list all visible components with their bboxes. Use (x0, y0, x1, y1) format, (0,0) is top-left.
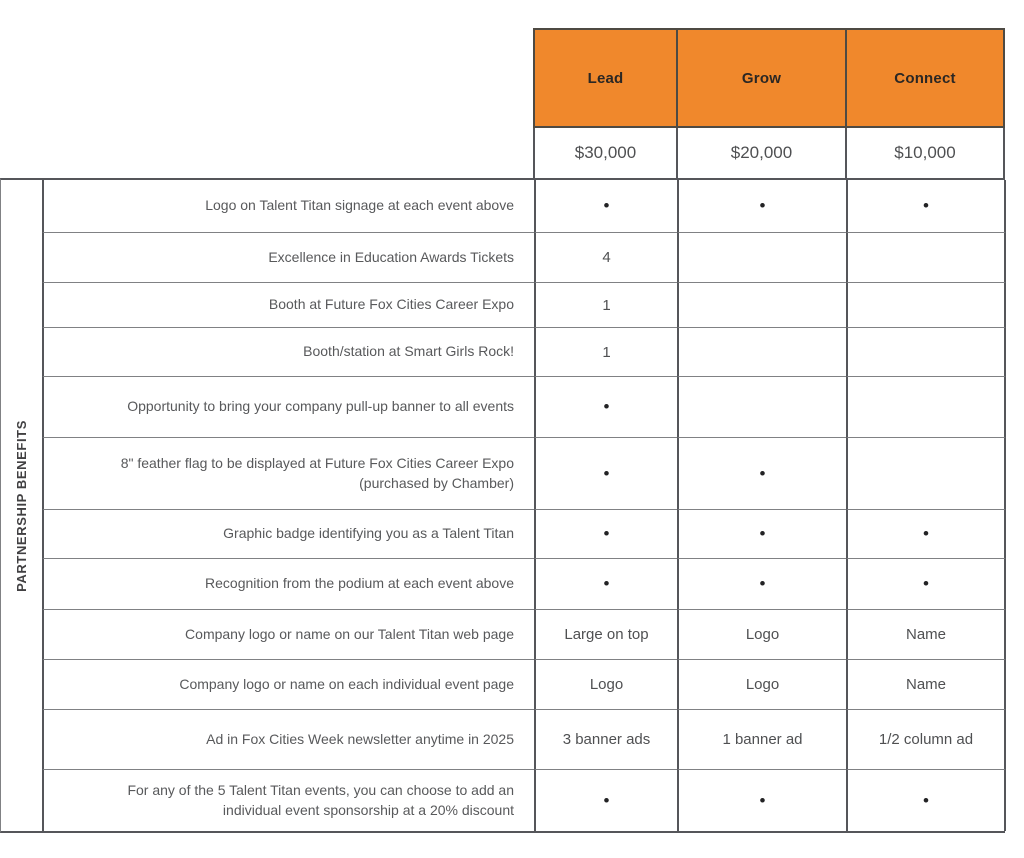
benefit-cell: Opportunity to bring your company pull-up banner to all events (42, 377, 534, 438)
connect-value-cell: • (846, 180, 1006, 233)
benefit-cell: Company logo or name on our Talent Titan web page (42, 610, 534, 660)
connect-value-cell: • (846, 510, 1006, 559)
benefits-table (0, 178, 1005, 833)
grow-value-cell: Logo (677, 610, 846, 660)
lead-value-cell: Logo (534, 660, 677, 710)
lead-value-cell: 1 (534, 283, 677, 328)
benefit-cell: Recognition from the podium at each event above (42, 559, 534, 610)
grow-value-cell: 1 banner ad (677, 710, 846, 770)
lead-value-cell: • (534, 559, 677, 610)
benefit-cell: Booth/station at Smart Girls Rock! (42, 328, 534, 377)
grow-value-cell: • (677, 438, 846, 510)
connect-value-cell (846, 328, 1006, 377)
lead-value-cell: • (534, 180, 677, 233)
connect-value-cell: 1/2 column ad (846, 710, 1006, 770)
connect-value-cell: • (846, 559, 1006, 610)
grow-value-cell: • (677, 180, 846, 233)
tier-price-grow: $20,000 (676, 128, 845, 178)
connect-value-cell: Name (846, 610, 1006, 660)
tier-header-grow: Grow (676, 28, 845, 128)
grow-value-cell: Logo (677, 660, 846, 710)
benefit-cell: Company logo or name on each individual event page (42, 660, 534, 710)
lead-value-cell: Large on top (534, 610, 677, 660)
benefit-cell: Ad in Fox Cities Week newsletter anytime in 2025 (42, 710, 534, 770)
grow-value-cell: • (677, 510, 846, 559)
tier-price-connect: $10,000 (845, 128, 1005, 178)
connect-value-cell: • (846, 770, 1006, 831)
grow-value-cell: • (677, 559, 846, 610)
lead-value-cell: 1 (534, 328, 677, 377)
lead-value-cell: 3 banner ads (534, 710, 677, 770)
tier-price-lead: $30,000 (533, 128, 676, 178)
benefit-cell: Excellence in Education Awards Tickets (42, 233, 534, 283)
benefit-cell: 8" feather flag to be displayed at Future Fox Cities Career Expo (purchased by Chamber) (42, 438, 534, 510)
connect-value-cell (846, 283, 1006, 328)
grow-value-cell (677, 233, 846, 283)
partnership-benefits-label: PARTNERSHIP BENEFITS (14, 419, 29, 592)
lead-value-cell: • (534, 438, 677, 510)
benefit-cell: Booth at Future Fox Cities Career Expo (42, 283, 534, 328)
lead-value-cell: • (534, 770, 677, 831)
lead-value-cell: 4 (534, 233, 677, 283)
tier-header-lead: Lead (533, 28, 676, 128)
connect-value-cell (846, 233, 1006, 283)
grow-value-cell (677, 377, 846, 438)
connect-value-cell (846, 438, 1006, 510)
grow-value-cell: • (677, 770, 846, 831)
benefit-cell: For any of the 5 Talent Titan events, you can choose to add an individual event sponsorship at a 20% discount (42, 770, 534, 831)
lead-value-cell: • (534, 377, 677, 438)
benefit-cell: Logo on Talent Titan signage at each event above (42, 180, 534, 233)
benefit-cell: Graphic badge identifying you as a Talent Titan (42, 510, 534, 559)
tier-header-connect: Connect (845, 28, 1005, 128)
connect-value-cell (846, 377, 1006, 438)
lead-value-cell: • (534, 510, 677, 559)
grow-value-cell (677, 283, 846, 328)
tier-header-row (533, 28, 1005, 128)
grow-value-cell (677, 328, 846, 377)
partnership-benefits-strip (1, 180, 42, 831)
tier-price-row (533, 128, 1005, 178)
connect-value-cell: Name (846, 660, 1006, 710)
